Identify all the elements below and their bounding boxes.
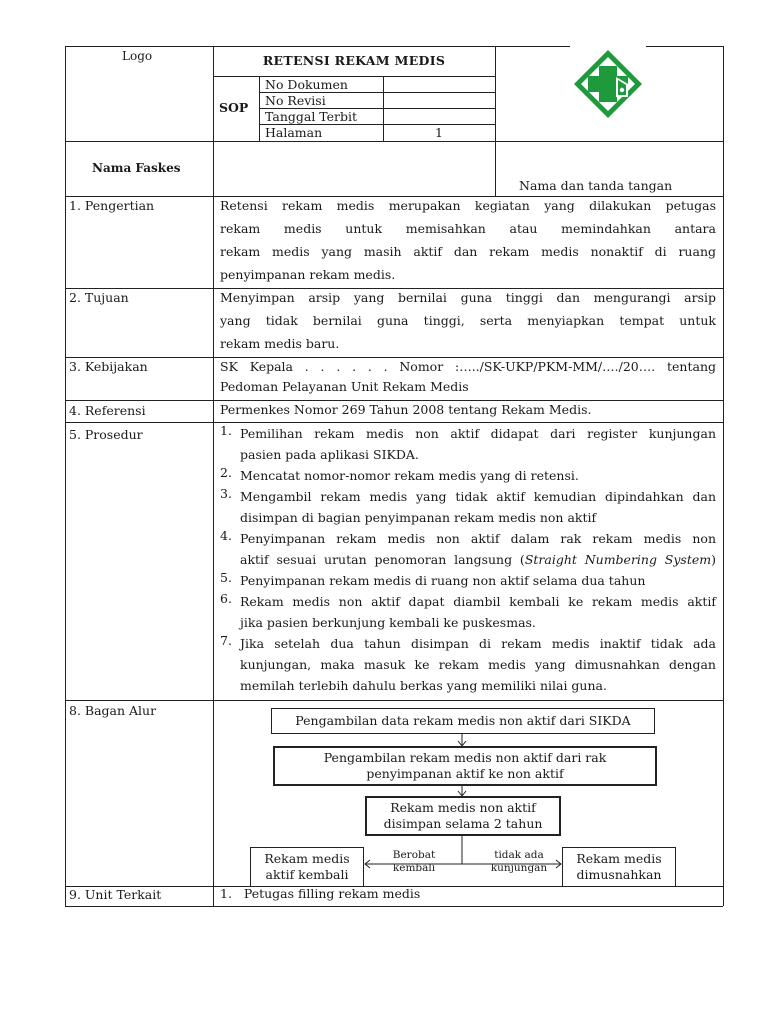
flow-step-text: aktif kembali (265, 867, 349, 882)
flow-step-text: Rekam medis (576, 851, 662, 866)
field-label-no-revisi: No Revisi (265, 93, 326, 108)
prosedur-item-line: Penyimpanan rekam medis non aktif dalam rak rekam medis non (240, 531, 716, 546)
section-label-prosedur: 5. Prosedur (69, 427, 143, 442)
pengertian-line: rekam medis yang masih aktif dan rekam medis nonaktif di ruang (220, 244, 716, 259)
prosedur-item-number: 4. (220, 528, 232, 543)
prosedur-item-line: Mengambil rekam medis yang tidak aktif kemudian dipindahkan dan (240, 489, 716, 504)
flow-step-text: Rekam medis non aktif (390, 800, 536, 815)
signature-label: Nama dan tanda tangan (519, 178, 673, 193)
pengertian-line: rekam medis untuk memisahkan atau memindahkan antara (220, 221, 716, 236)
header-right-divider (495, 46, 496, 196)
logo-placeholder-label: Logo (122, 49, 153, 63)
field-label-no-dokumen: No Dokumen (265, 77, 348, 92)
flow-step-text: penyimpanan aktif ke non aktif (366, 766, 564, 781)
header-row-line (65, 141, 723, 142)
section-label-pengertian: 1. Pengertian (69, 198, 155, 213)
document-title: RETENSI REKAM MEDIS (262, 53, 446, 68)
flow-result-dimusnahkan (562, 847, 676, 887)
puskesmas-logo-icon (570, 44, 646, 120)
prosedur-item-italic: Straight Numbering System (524, 552, 712, 567)
tujuan-line: yang tidak bernilai guna tinggi, serta menyiapkan tempat untuk (220, 313, 716, 328)
prosedur-item-line: Mencatat nomor-nomor rekam medis yang di retensi. (240, 468, 579, 483)
flow-condition-text: tidak ada (494, 849, 544, 861)
flow-step-text: dimusnahkan (576, 867, 662, 882)
unit-terkait-item: 1. Petugas filling rekam medis (220, 886, 421, 901)
puskesmas-logo (570, 44, 646, 120)
prosedur-item-line: disimpan di bagian penyimpanan rekam medis non aktif (240, 510, 597, 525)
pengertian-text (220, 194, 716, 286)
prosedur-item-line: Pemilihan rekam medis non aktif didapat dari register kunjungan (240, 426, 716, 441)
prosedur-item-line: pasien pada aplikasi SIKDA. (240, 447, 419, 462)
section-label-bagan-alur: 8. Bagan Alur (69, 703, 157, 718)
prosedur-item-line: Penyimpanan rekam medis di ruang non aktif selama dua tahun (240, 573, 646, 588)
prosedur-item-line: jika pasien berkunjung kembali ke puskesmas. (240, 615, 536, 630)
flow-result-aktif-kembali (250, 847, 364, 887)
prosedur-item-number: 5. (220, 570, 232, 585)
tujuan-line: Menyimpan arsip yang bernilai guna tinggi dan mengurangi arsip (220, 290, 716, 305)
kebijakan-text (220, 359, 716, 399)
flow-condition-tidak-ada (484, 849, 554, 875)
field-label-halaman: Halaman (265, 125, 323, 140)
flow-step-text: Pengambilan data rekam medis non aktif dari SIKDA (295, 713, 631, 728)
flow-step-disimpan (365, 796, 561, 836)
title-divider (213, 76, 495, 77)
prosedur-item-number: 1. (220, 423, 232, 438)
flow-step-text: disimpan selama 2 tahun (383, 816, 543, 831)
table-border-left (65, 46, 66, 906)
prosedur-list (214, 423, 716, 696)
prosedur-item-number: 7. (220, 633, 232, 648)
flow-condition-text: Berobat (392, 849, 436, 861)
pengertian-line: penyimpanan rekam medis. (220, 267, 396, 282)
prosedur-item (214, 423, 716, 465)
prosedur-item-number: 2. (220, 465, 232, 480)
prosedur-item-tail: ) (711, 552, 716, 567)
section-label-unit-terkait: 9. Unit Terkait (69, 887, 162, 902)
prosedur-item (214, 570, 716, 591)
prosedur-item (214, 465, 716, 486)
prosedur-item-line: kunjungan, maka masuk ke rekam medis yang dimusnahkan dengan (240, 657, 716, 672)
prosedur-item (214, 633, 716, 696)
section-label-kebijakan: 3. Kebijakan (69, 359, 148, 374)
sop-label: SOP (219, 100, 249, 115)
prosedur-item-line-text: aktif sesuai urutan penomoran langsung ( (240, 552, 525, 567)
table-border-right (723, 46, 724, 906)
prosedur-item (214, 591, 716, 633)
flow-step-text: Rekam medis (264, 851, 350, 866)
pengertian-line: Retensi rekam medis merupakan kegiatan yang dilakukan petugas (220, 198, 716, 213)
tujuan-text (220, 286, 716, 355)
flow-condition-text: kembali (392, 862, 436, 874)
kebijakan-line: Pedoman Pelayanan Unit Rekam Medis (220, 379, 469, 394)
section-line (65, 400, 723, 401)
tujuan-line: rekam medis baru. (220, 336, 340, 351)
flow-step-ambil-data (271, 708, 655, 734)
section-label-referensi: 4. Referensi (69, 403, 146, 418)
nama-faskes-label: Nama Faskes (92, 161, 181, 175)
referensi-text: Permenkes Nomor 269 Tahun 2008 tentang Rekam Medis. (220, 402, 592, 417)
flow-condition-text: kunjungan (490, 862, 548, 874)
field-value-halaman: 1 (435, 125, 443, 140)
flow-step-text: Pengambilan rekam medis non aktif dari rak (323, 750, 607, 765)
flow-condition-berobat (386, 849, 442, 875)
flow-step-ambil-rak (273, 746, 657, 786)
prosedur-item-line (240, 549, 716, 570)
prosedur-item (214, 528, 716, 570)
section-line (65, 357, 723, 358)
prosedur-item-line: Rekam medis non aktif dapat diambil kembali ke rekam medis aktif (240, 594, 716, 609)
prosedur-item-number: 6. (220, 591, 232, 606)
table-border-bottom (65, 906, 723, 907)
prosedur-item-line: Jika setelah dua tahun disimpan di rekam medis inaktif tidak ada (240, 636, 716, 651)
prosedur-item-number: 3. (220, 486, 232, 501)
section-label-tujuan: 2. Tujuan (69, 290, 129, 305)
kebijakan-line: SK Kepala . . . . . . Nomor :…../SK-UKP/PKM-MM/…./20…. tentang (220, 359, 716, 374)
prosedur-item (214, 486, 716, 528)
prosedur-item-line: memilah terlebih dahulu berkas yang memiliki nilai guna. (240, 678, 607, 693)
field-label-tanggal-terbit: Tanggal Terbit (265, 109, 358, 124)
